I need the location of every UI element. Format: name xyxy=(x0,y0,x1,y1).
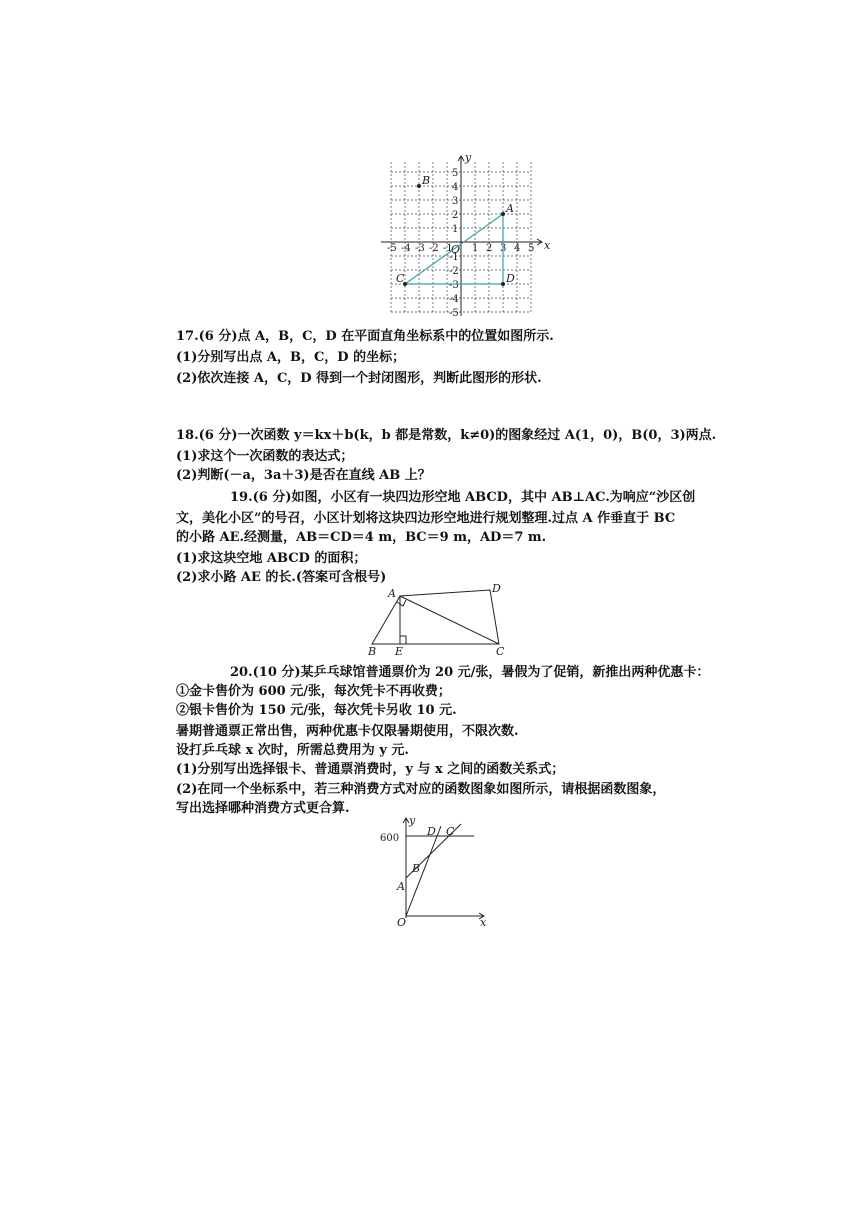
q19-part1: (1)求这块空地 ABCD 的面积； xyxy=(176,551,367,566)
label-C: C xyxy=(496,645,505,658)
label-E: E xyxy=(395,645,404,658)
origin-label: O xyxy=(451,243,461,256)
y-tick: -3 xyxy=(449,280,459,291)
y-tick: 4 xyxy=(452,182,459,193)
y-tick: -2 xyxy=(449,266,459,277)
q19-quadrilateral-figure xyxy=(360,584,520,658)
q19-line1: 19.(6 分)如图，小区有一块四边形空地 ABCD，其中 AB⊥AC.为响应“沙区创 xyxy=(230,490,696,505)
q20-function-figure xyxy=(376,814,491,929)
label-B: B xyxy=(368,645,377,658)
q19-line2: 文，美化小区”的号召，小区计划将这块四边形空地进行规划整理.过点 A 作垂直于 BC xyxy=(176,511,676,526)
q18-title: 18.(6 分)一次函数 y＝kx＋b(k，b 都是常数，k≠0)的图象经过 A(1，0)，B(0，3)两点. xyxy=(176,428,717,443)
x-tick: 5 xyxy=(528,243,535,254)
point-B xyxy=(417,184,421,188)
label-D: D xyxy=(492,584,501,595)
q20-line2: ①金卡售价为 600 元/张，每次凭卡不再收费； xyxy=(176,684,451,699)
q18-part2: (2)判断(－a，3a＋3)是否在直线 AB 上？ xyxy=(176,468,431,483)
q20-line3: ②银卡售价为 150 元/张，每次凭卡另收 10 元. xyxy=(176,703,457,718)
q20-part2: (2)在同一个坐标系中，若三种消费方式对应的函数图象如图所示，请根据函数图象， xyxy=(176,782,666,797)
x-tick: 3 xyxy=(500,243,507,254)
label-D: D xyxy=(427,825,436,838)
point-C-label: C xyxy=(396,272,405,285)
q20-line1: 20.(10 分)某乒乓球馆普通票价为 20 元/张，暑假为了促销，新推出两种优惠卡： xyxy=(230,665,710,680)
q18-part1: (1)求这个一次函数的表达式； xyxy=(176,449,354,464)
q17-title: 17.(6 分)点 A，B，C，D 在平面直角坐标系中的位置如图所示. xyxy=(176,329,554,344)
origin-label: O xyxy=(397,916,407,929)
x-tick: 1 xyxy=(472,243,479,254)
y-tick: -1 xyxy=(449,252,459,263)
x-tick: 4 xyxy=(514,243,521,254)
point-D-label: D xyxy=(506,272,515,285)
x-axis-label: x xyxy=(544,239,551,252)
q20-line4: 暑期普通票正常出售，两种优惠卡仅限暑期使用，不限次数. xyxy=(176,724,519,739)
y-tick: -4 xyxy=(449,294,459,305)
label-B: B xyxy=(412,862,421,875)
x-axis-label: x xyxy=(480,916,487,929)
y-tick: 1 xyxy=(452,224,459,235)
y-axis-label: y xyxy=(465,152,472,164)
y-axis-label: y xyxy=(409,814,416,827)
q20-part3: 写出选择哪种消费方式更合算. xyxy=(176,801,350,816)
label-C: C xyxy=(446,825,455,838)
right-angle-E xyxy=(400,636,406,644)
point-A xyxy=(501,212,505,216)
diagonal-AC xyxy=(400,596,499,644)
x-tick: -4 xyxy=(401,243,411,254)
x-tick: -1 xyxy=(443,243,453,254)
q19-part2: (2)求小路 AE 的长.(答案可含根号) xyxy=(176,570,387,585)
right-angle-A xyxy=(397,600,406,606)
x-tick: -3 xyxy=(415,243,425,254)
point-B-label: B xyxy=(422,174,431,187)
x-tick: 2 xyxy=(486,243,493,254)
x-tick: -5 xyxy=(387,243,397,254)
y-tick: -5 xyxy=(449,308,459,319)
q20-part1: (1)分别写出选择银卡、普通票消费时，y 与 x 之间的函数关系式； xyxy=(176,762,565,777)
q20-line5: 设打乒乓球 x 次时，所需总费用为 y 元. xyxy=(176,743,409,758)
q19-line3: 的小路 AE.经测量，AB＝CD＝4 m，BC＝9 m，AD＝7 m. xyxy=(176,530,547,545)
point-D xyxy=(501,282,505,286)
y-tick: 3 xyxy=(452,196,459,207)
label-A: A xyxy=(388,587,396,600)
q17-coordinate-figure xyxy=(376,152,551,320)
y-tick: 5 xyxy=(452,168,459,179)
x-tick: -2 xyxy=(429,243,439,254)
y-600-label: 600 xyxy=(380,833,400,844)
label-A: A xyxy=(397,880,405,893)
q17-part1: (1)分别写出点 A，B，C，D 的坐标； xyxy=(176,350,406,365)
q17-part2: (2)依次连接 A，C，D 得到一个封闭图形，判断此图形的形状. xyxy=(176,371,542,386)
y-tick: 2 xyxy=(452,210,459,221)
point-A-label: A xyxy=(506,202,514,215)
